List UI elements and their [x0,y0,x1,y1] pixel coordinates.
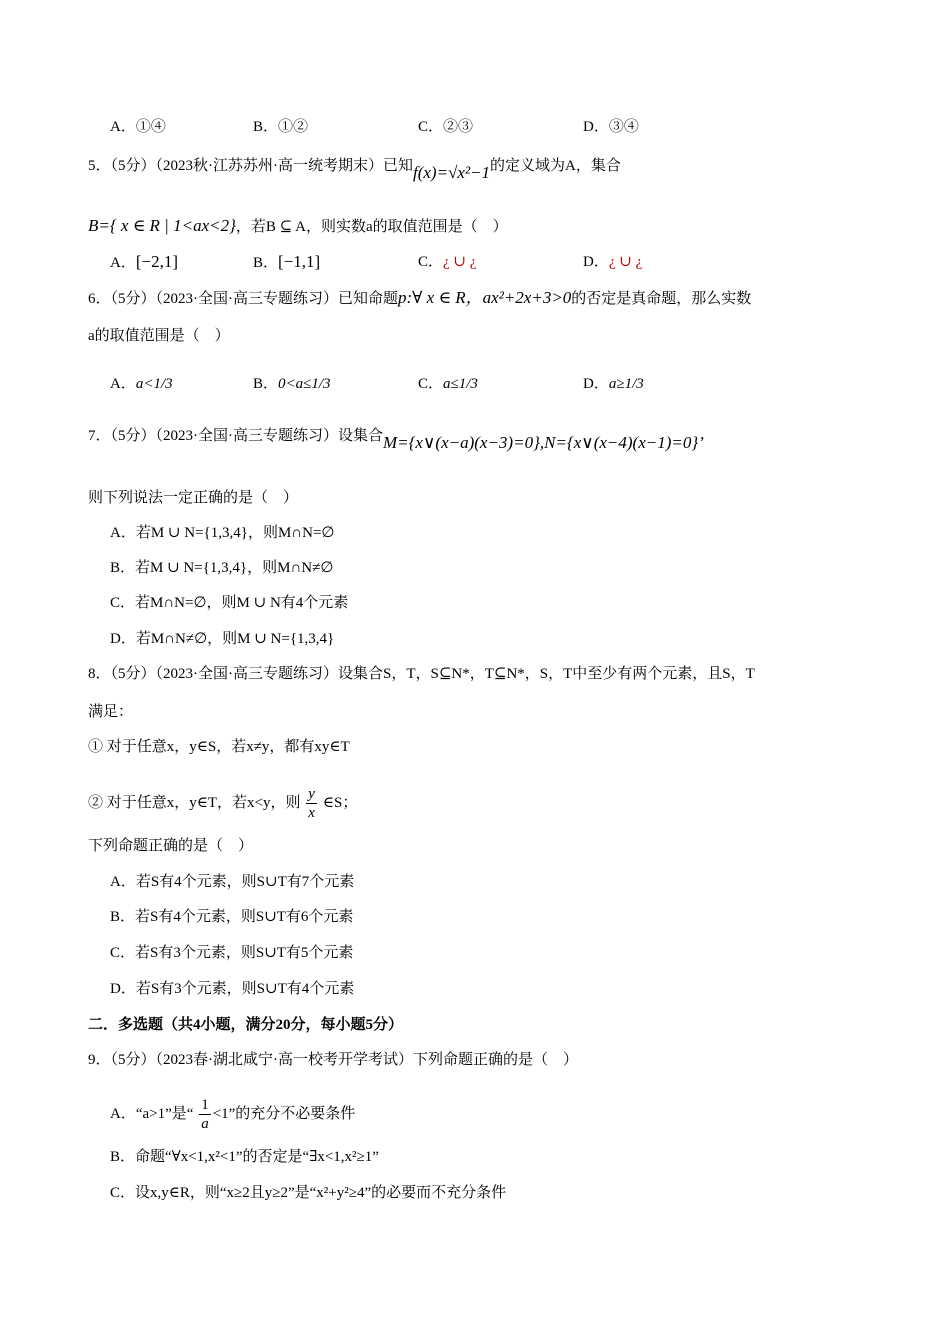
q4-option-a: A．①④ [110,119,166,135]
q4-option-d: D．③④ [583,119,639,135]
q7-option-b: B．若M ∪ N={1,3,4}，则M∩N≠∅ [110,560,334,576]
q6-option-d: D．a≥1/3 [583,376,644,392]
q5-option-c: C．¿ ∪ ¿ [418,254,477,270]
q8-option-c: C．若S有3个元素，则S∪T有5个元素 [110,945,354,961]
q6-stem: 6．（5分）（2023·全国·高三专题练习）已知命题p:∀ x ∈ R，ax²+2x+3>0的否定是真命题，那么实数 [88,288,752,307]
q7-formula: M={x∨(x−a)(x−3)=0},N={x∨(x−4)(x−1)=0}’ [383,433,704,452]
q7-line2: 则下列说法一定正确的是（ ） [88,490,299,506]
q6-option-c: C．a≤1/3 [418,376,478,392]
q4-option-c: C．②③ [418,119,474,135]
q5-formula: f(x)=√x²−1 [413,163,491,182]
q8-option-d: D．若S有3个元素，则S∪T有4个元素 [110,981,355,997]
q8-stem: 8．（5分）（2023·全国·高三专题练习）设集合S，T，S⊆N*，T⊆N*，S，T中至少有两个元素，且S，T [88,666,755,682]
q8-condition-1: ① 对于任意x，y∈S，若x≠y，都有xy∈T [88,739,350,755]
q7-option-a: A．若M ∪ N={1,3,4}，则M∩N=∅ [110,525,335,541]
q8-option-a: A．若S有4个元素，则S∪T有7个元素 [110,874,355,890]
q7-stem: 7．（5分）（2023·全国·高三专题练习）设集合M={x∨(x−a)(x−3)=0},N={x∨(x−4)(x−1)=0}’ [88,428,704,452]
q5-option-a: A．[−2,1] [110,252,179,271]
q5-stem: 5．（5分）（2023秋·江苏苏州·高一统考期末）已知f(x)=√x²−1的定义域为A，集合 [88,158,621,182]
q9-fraction: $\frac{1}{a}$ [201,1097,209,1132]
q6-line2: a的取值范围是（ ） [88,328,230,344]
q7-option-d: D．若M∩N≠∅，则M ∪ N={1,3,4} [110,631,335,647]
q8-condition-2: ② 对于任意x，y∈T，若x<y，则 $\frac{y}{x}$ ∈S； [88,786,358,821]
q6-formula: p:∀ x ∈ R，ax²+2x+3>0 [398,288,572,307]
q6-option-b: B．0<a≤1/3 [253,376,331,392]
q4-option-b: B．①② [253,119,309,135]
q5-line2: B={ x ∈ R | 1<ax<2}，若B ⊆ A，则实数a的取值范围是（ ） [88,216,508,235]
q6-option-a: A．a<1/3 [110,376,173,392]
q9-option-c: C．设x,y∈R，则“x≥2且y≥2”是“x²+y²≥4”的必要而不充分条件 [110,1185,507,1201]
q7-option-c: C．若M∩N=∅，则M ∪ N有4个元素 [110,595,349,611]
q8-line5: 下列命题正确的是（ ） [88,838,254,854]
q5-option-d: D．¿ ∪ ¿ [583,254,643,270]
q8-line2: 满足： [88,704,134,720]
q8-option-b: B．若S有4个元素，则S∪T有6个元素 [110,909,354,925]
q8-fraction: $\frac{y}{x}$ [308,786,315,821]
q9-option-a: A．“a>1”是“ $\frac{1}{a}$ <1”的充分不必要条件 [110,1097,356,1132]
q9-option-b: B．命题“∀x<1,x²<1”的否定是“∃x<1,x²≥1” [110,1149,379,1165]
q9-stem: 9．（5分）（2023春·湖北咸宁·高一校考开学考试）下列命题正确的是（ ） [88,1052,578,1068]
section-2-title: 二．多选题（共4小题，满分20分，每小题5分） [88,1017,404,1033]
q5-option-b: B．[−1,1] [253,252,321,271]
